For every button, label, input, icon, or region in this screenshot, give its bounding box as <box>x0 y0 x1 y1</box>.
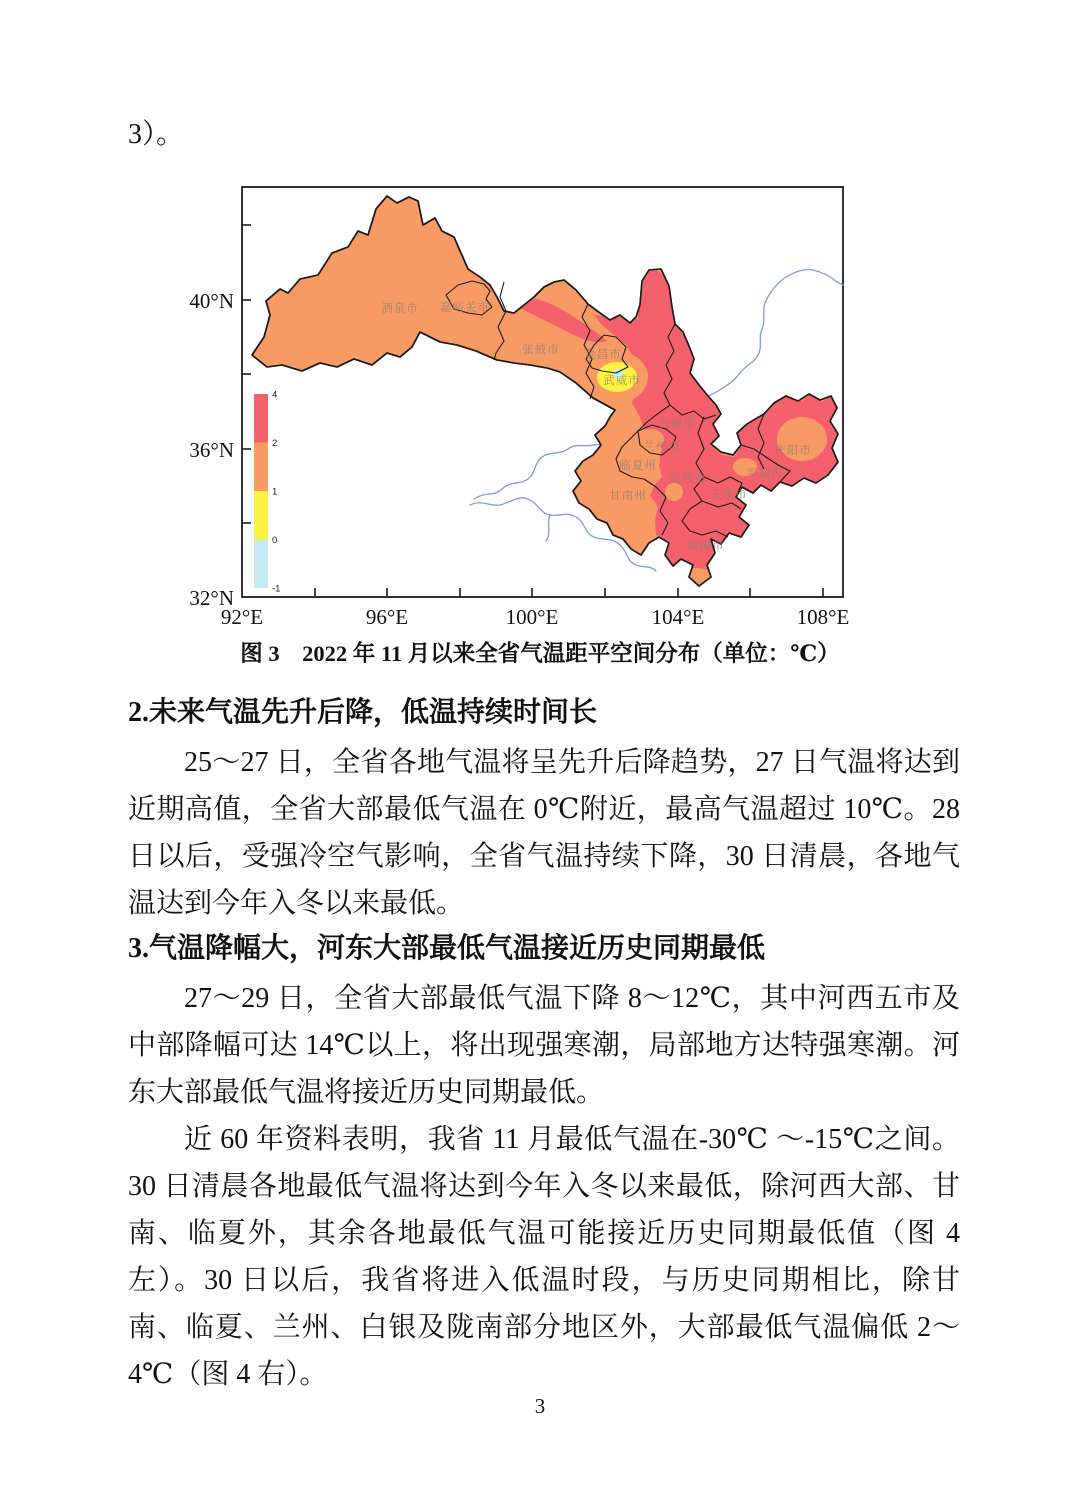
city-label: 庆阳市 <box>774 445 812 457</box>
page-number: 3 <box>534 1394 546 1418</box>
x-axis-label: 92°E <box>220 605 264 629</box>
city-label: 平凉市 <box>746 468 784 480</box>
legend-value: -1 <box>272 583 281 595</box>
city-label: 武威市 <box>603 375 641 387</box>
city-label: 定西市 <box>669 473 707 485</box>
x-axis-labels <box>221 605 849 629</box>
legend-swatch <box>254 394 268 443</box>
figure-caption: 图 3 2022 年 11 月以来全省气温距平空间分布（单位：℃） <box>240 641 840 666</box>
legend-swatch <box>254 443 268 492</box>
city-label: 天水市 <box>710 489 748 501</box>
legend-value: 2 <box>272 438 278 449</box>
map-frame <box>242 187 843 597</box>
legend-value: 0 <box>272 535 278 546</box>
gansu-map <box>180 177 860 652</box>
x-axis-label: 104°E <box>651 605 705 629</box>
city-label: 甘南州 <box>609 490 647 502</box>
legend-value: 1 <box>272 486 278 498</box>
city-label: 兰州市 <box>643 441 681 453</box>
legend-swatch <box>254 491 268 540</box>
section-3-paragraph-1: 27～29 日，全省大部最低气温下降 8～12℃，其中河西五市及中部降幅可达 14℃以上，将出现强寒潮，局部地方达特强寒潮。河东大部最低气温将接近历史同期最低。 <box>128 983 960 1108</box>
section-2-paragraph: 25～27 日，全省各地气温将呈先升后降趋势，27 日气温将达到近期高值，全省大部最低气温在 0℃附近，最高气温超过 10℃。28 日以后，受强冷空气影响，全省气温持续下降，30 日清晨，各地气温达到今年入冬以来最低。 <box>128 747 960 919</box>
y-axis-label: 32°N <box>189 586 234 610</box>
city-label: 张掖市 <box>522 344 560 356</box>
city-label: 陇南市 <box>687 540 725 552</box>
section-heading-2: 2.未来气温先升后降，低温持续时间长 <box>128 697 598 728</box>
city-label: 金昌市 <box>584 349 622 361</box>
city-label: 临夏州 <box>619 460 657 472</box>
temperature-anomaly-map-figure <box>180 177 860 652</box>
legend-value: 4 <box>272 389 278 401</box>
opening-text: 3）。 <box>128 119 185 150</box>
section-heading-3: 3.气温降幅大，河东大部最低气温接近历史同期最低 <box>128 933 766 964</box>
y-axis-label: 36°N <box>189 438 234 462</box>
x-axis-label: 108°E <box>796 605 850 629</box>
y-axis-label: 40°N <box>189 289 234 313</box>
y-axis-labels <box>189 289 234 610</box>
x-axis-label: 100°E <box>505 605 559 629</box>
city-label: 酒泉市 <box>381 303 419 315</box>
dingxi-west-orange <box>665 483 683 501</box>
legend-swatch <box>254 540 268 589</box>
section-3-paragraph-2: 近 60 年资料表明，我省 11 月最低气温在-30℃ ～-15℃之间。30 日清晨各地最低气温将达到今年入冬以来最低，除河西大部、甘南、临夏外，其余各地最低气温可能接近历史同期最低值（图 4 左）。30 日以后，我省将进入低温时段，与历史同期相比，除甘南、临夏、兰州、白银及陇南部分地区外，大部最低气温偏低 2～4℃（图 4 右）。 <box>128 1124 960 1390</box>
city-label: 白银市 <box>658 418 696 430</box>
x-axis-label: 96°E <box>365 605 409 629</box>
city-label: 嘉峪关市 <box>440 302 490 314</box>
